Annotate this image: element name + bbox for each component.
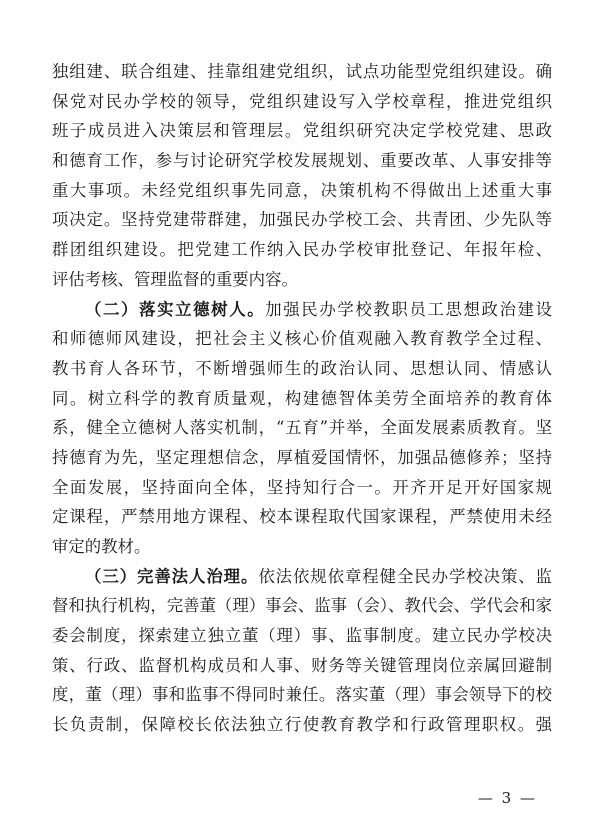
text-line: 和师德师风建设，把社会主义核心价值观融入教育教学全过程、 — [52, 329, 552, 349]
section-first-line — [52, 562, 552, 592]
section-lead-text: 依法依规依章程健全民办学校决策、监 — [258, 566, 553, 586]
text-line: 度，董（理）事和监事不得同时兼任。落实董（理）事会领导下的校 — [52, 685, 552, 705]
text-line: 策、行政、监督机构成员和人事、财务等关键管理岗位亲属回避制 — [52, 655, 552, 675]
text-line: 长负责制，保障校长依法独立行使教育教学和行政管理职权。强 — [52, 715, 552, 735]
page-number: — 3 — — [477, 789, 537, 807]
text-line: 群团组织建设。把党建工作纳入民办学校审批登记、年报年检、 — [52, 240, 552, 260]
section-heading: （二）落实立德树人。 — [85, 299, 266, 319]
text-line: 系，健全立德树人落实机制，“五育”并举，全面发展素质教育。坚 — [52, 418, 552, 438]
section-first-line — [52, 295, 552, 325]
section-heading: （三）完善法人治理。 — [85, 566, 259, 586]
body-text — [52, 57, 552, 740]
text-line: 委会制度，探索建立独立董（理）事、监事制度。建立民办学校决 — [52, 626, 552, 646]
text-line: 全面发展，坚持面向全体，坚持知行合一。开齐开足开好国家规 — [52, 477, 552, 497]
text-line: 项决定。坚持党建带群建，加强民办学校工会、共青团、少先队等 — [52, 210, 552, 230]
text-line: 保党对民办学校的领导，党组织建设写入学校章程，推进党组织 — [52, 91, 552, 111]
text-line: 督和执行机构，完善董（理）事会、监事（会）、教代会、学代会和家 — [52, 596, 552, 616]
text-line: 班子成员进入决策层和管理层。党组织研究决定学校党建、思政 — [52, 121, 552, 141]
text-line: 和德育工作，参与讨论研究学校发展规划、重要改革、人事安排等 — [52, 151, 552, 171]
text-line: 重大事项。未经党组织事先同意，决策机构不得做出上述重大事 — [52, 180, 552, 200]
text-line: 独组建、联合组建、挂靠组建党组织，试点功能型党组织建设。确 — [52, 62, 552, 81]
section-lead-text: 加强民办学校教职员工思想政治建设 — [265, 299, 553, 319]
text-line: 审定的教材。 — [52, 537, 151, 556]
text-line: 定课程，严禁用地方课程、校本课程取代国家课程，严禁使用未经 — [52, 507, 552, 527]
text-line: 持德育为先，坚定理想信念，厚植爱国情怀，加强品德修养；坚持 — [52, 447, 552, 467]
text-line: 同。树立科学的教育质量观，构建德智体美劳全面培养的教育体 — [52, 388, 552, 408]
text-line: 评估考核、管理监督的重要内容。 — [52, 269, 298, 289]
text-line: 教书育人各环节，不断增强师生的政治认同、思想认同、情感认 — [52, 358, 552, 378]
